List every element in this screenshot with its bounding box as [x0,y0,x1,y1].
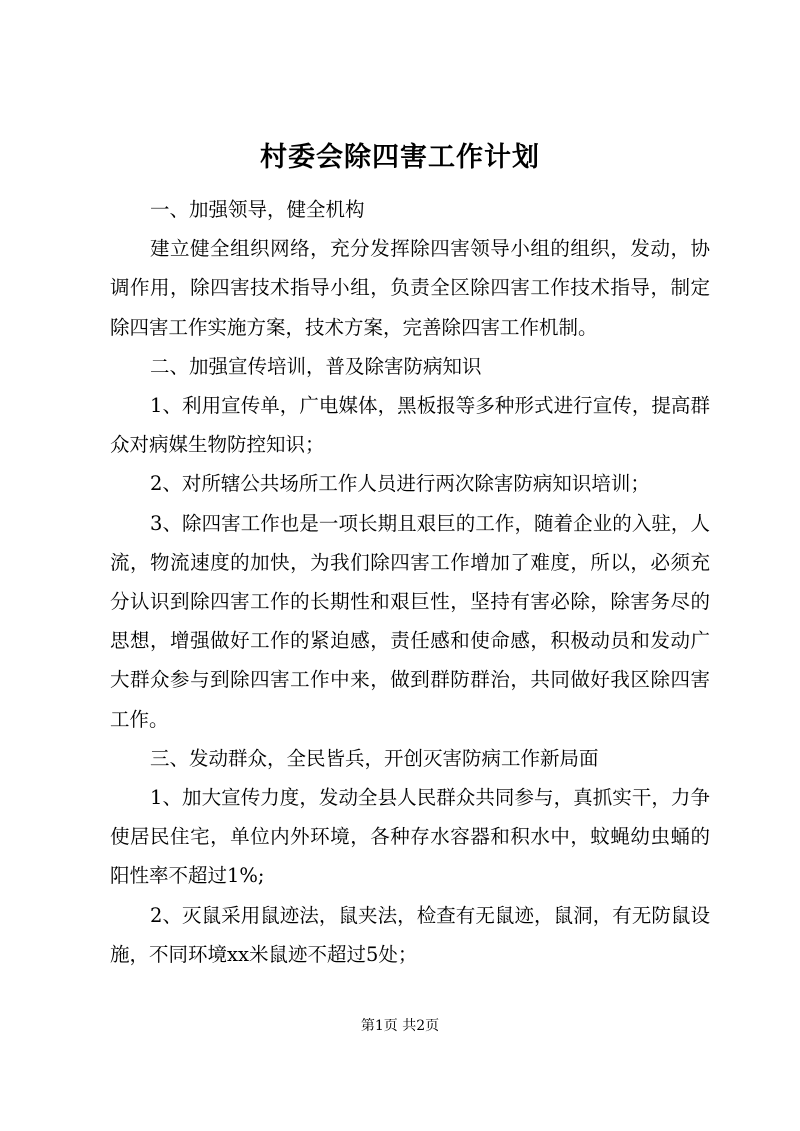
page-number-footer: 第1页 共2页 [360,1018,440,1034]
paragraph: 建立健全组织网络，充分发挥除四害领导小组的组织，发动，协调作用，除四害技术指导小组，负责全区除四害工作技术指导，制定除四害工作实施方案，技术方案，完善除四害工作机制。 [110,237,710,339]
section-heading-2: 二、加强宣传培训，普及除害防病知识 [150,354,482,378]
document-body [110,190,710,974]
section-heading-3: 三、发动群众，全民皆兵，开创灭害防病工作新局面 [150,746,599,770]
document-title: 村委会除四害工作计划 [260,142,540,173]
paragraph: 2、灭鼠采用鼠迹法，鼠夹法，检查有无鼠迹，鼠洞，有无防鼠设施，不同环境xx米鼠迹不超过5处； [110,903,710,966]
paragraph: 1、加大宣传力度，发动全县人民群众共同参与，真抓实干，力争使居民住宅，单位内外环境，各种存水容器和积水中，蚊蝇幼虫蛹的阳性率不超过1%; [110,786,710,888]
paragraph: 1、利用宣传单，广电媒体，黑板报等多种形式进行宣传，提高群众对病媒生物防控知识； [110,394,710,457]
paragraph: 3、除四害工作也是一项长期且艰巨的工作，随着企业的入驻，人流，物流速度的加快，为我们除四害工作增加了难度，所以，必须充分认识到除四害工作的长期性和艰巨性，坚持有害必除，除害务尽的思想，增强做好工作的紧迫感，责任感和使命感，积极动员和发动广大群众参与到除四害工作中来，做到群防群治，共同做好我区除四害工作。 [110,511,710,731]
section-heading-1: 一、加强领导，健全机构 [150,198,365,221]
paragraph: 2、对所辖公共场所工作人员进行两次除害防病知识培训； [150,472,650,496]
